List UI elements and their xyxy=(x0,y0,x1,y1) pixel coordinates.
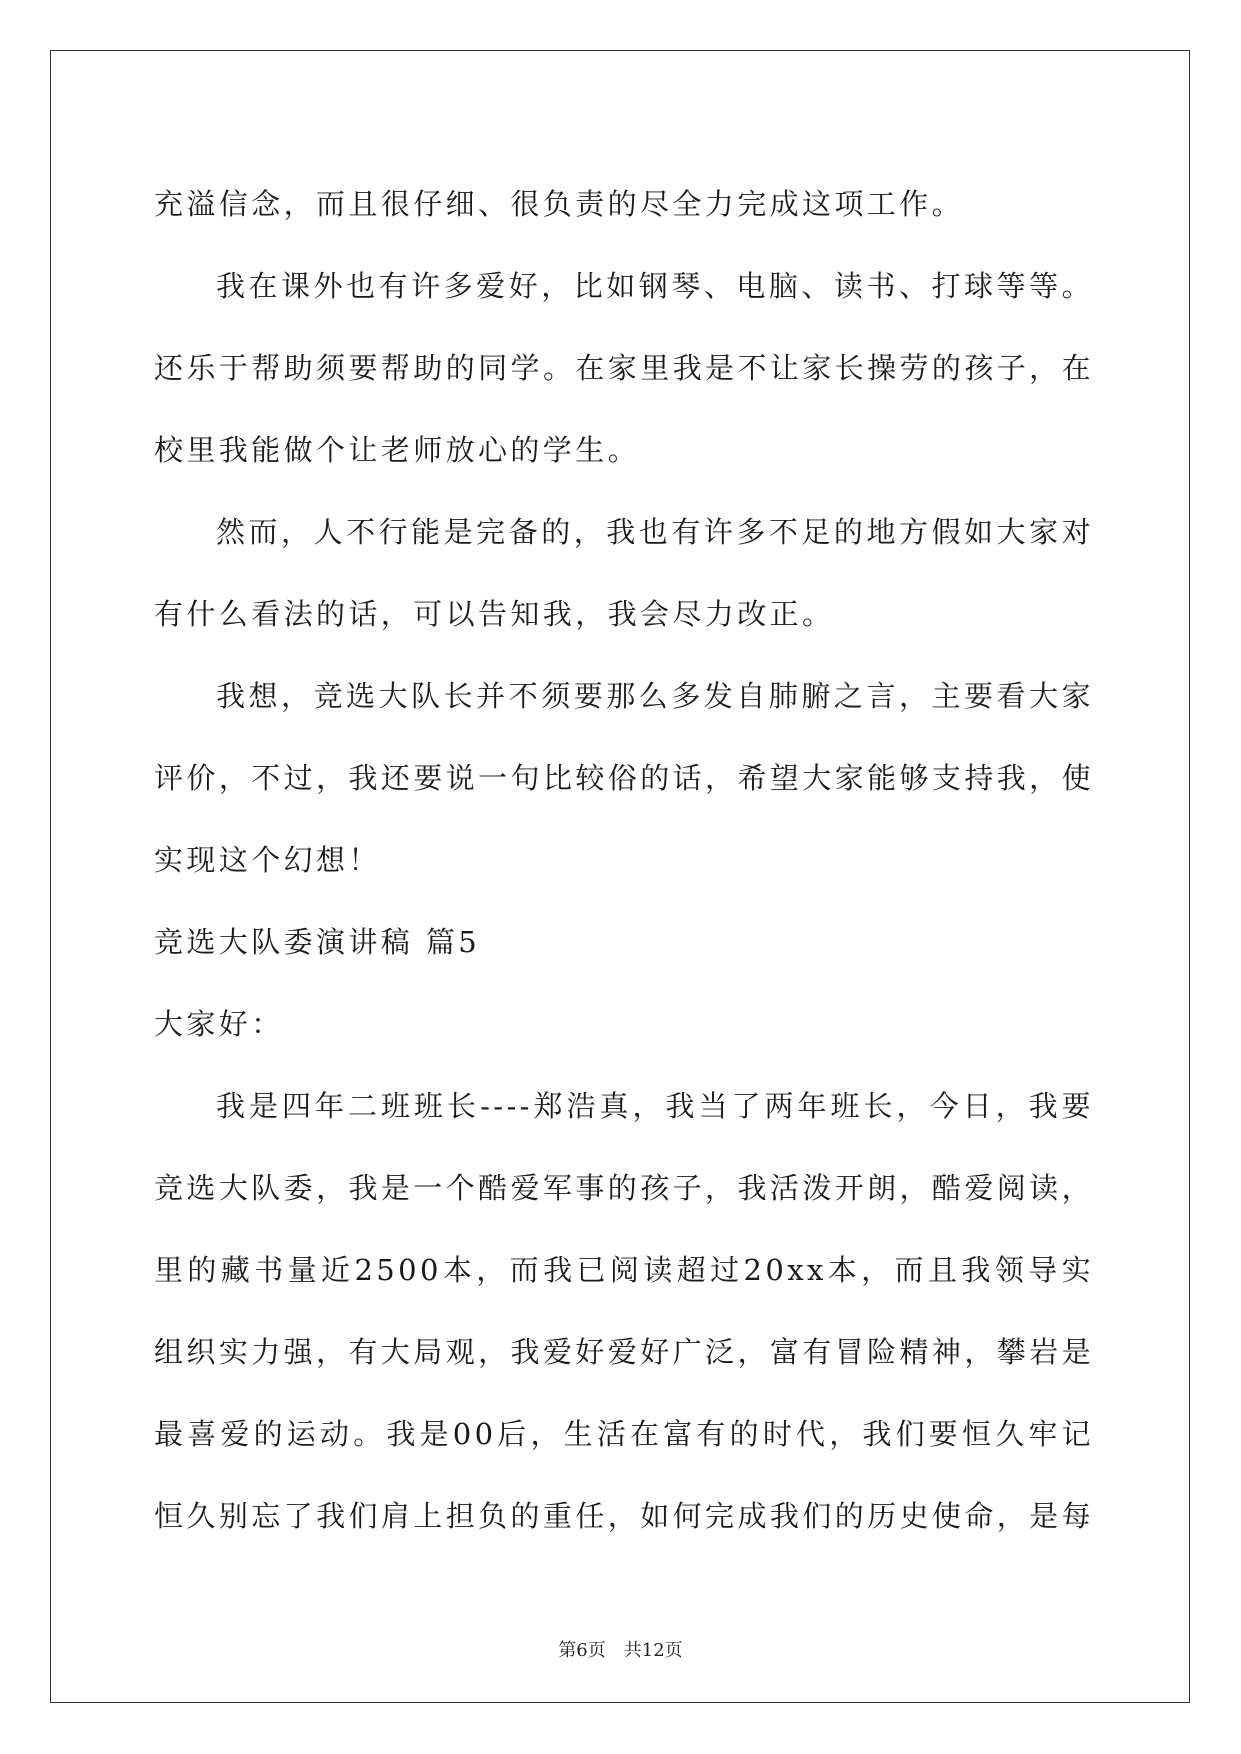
text-line: 我想，竞选大队长并不须要那么多发自肺腑之言，主要看大家 xyxy=(216,679,1094,713)
text-line: 校里我能做个让老师放心的学生。 xyxy=(154,433,641,467)
text-line: 有什么看法的话，可以告知我，我会尽力改正。 xyxy=(154,597,835,631)
text-line: 我在课外也有许多爱好，比如钢琴、电脑、读书、打球等等。 xyxy=(216,269,1094,303)
text-line: 里的藏书量近2500本，而我已阅读超过20xx本，而且我领导实 xyxy=(154,1253,1094,1287)
text-line: 实现这个幻想！ xyxy=(154,843,381,877)
text-line: 竞选大队委，我是一个酷爱军事的孩子，我活泼开朗，酷爱阅读， xyxy=(154,1171,1094,1205)
text-line: 组织实力强，有大局观，我爱好爱好广泛，富有冒险精神，攀岩是 xyxy=(154,1335,1094,1369)
page-number: 第6页 xyxy=(558,1640,606,1661)
document-body xyxy=(154,163,1094,1557)
text-line: 最喜爱的运动。我是00后，生活在富有的时代，我们要恒久牢记 xyxy=(154,1417,1094,1451)
page-total: 共12页 xyxy=(623,1640,683,1661)
text-line: 评价，不过，我还要说一句比较俗的话，希望大家能够支持我，使 xyxy=(154,761,1094,795)
salutation: 大家好： xyxy=(154,1007,284,1041)
section-heading: 竞选大队委演讲稿 篇5 xyxy=(154,925,481,959)
text-line: 恒久别忘了我们肩上担负的重任，如何完成我们的历史使命，是每 xyxy=(154,1499,1094,1533)
text-line: 我是四年二班班长----郑浩真，我当了两年班长，今日，我要 xyxy=(216,1089,1094,1123)
page-footer xyxy=(0,1636,1241,1662)
text-line: 然而，人不行能是完备的，我也有许多不足的地方假如大家对 xyxy=(216,515,1094,549)
text-line: 还乐于帮助须要帮助的同学。在家里我是不让家长操劳的孩子，在 xyxy=(154,351,1094,385)
text-line: 充溢信念，而且很仔细、很负责的尽全力完成这项工作。 xyxy=(154,187,965,221)
